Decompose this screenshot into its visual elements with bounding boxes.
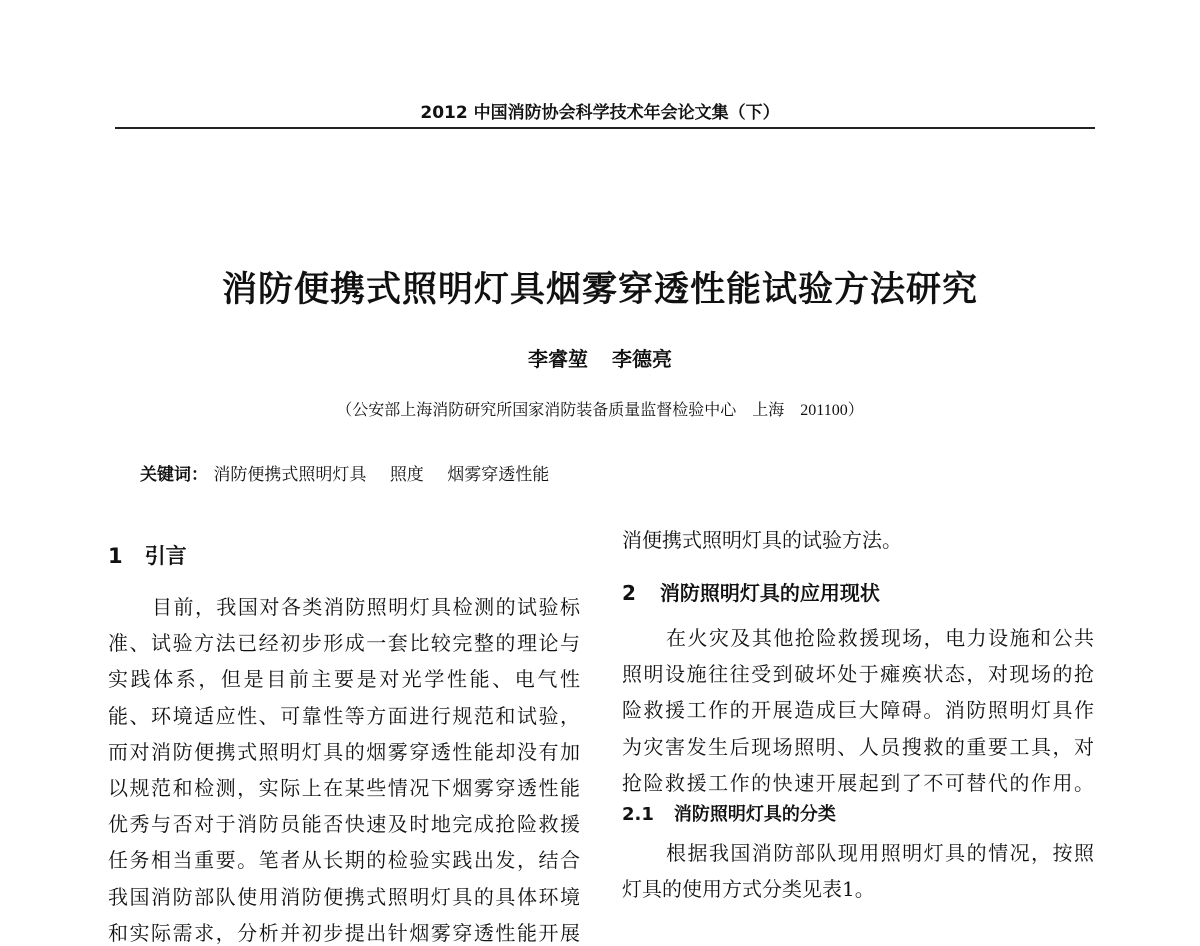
- text-line: 任务相当重要。笔者从长期的检验实践出发，结合: [108, 848, 580, 873]
- text-line: 在火灾及其他抢险救援现场，电力设施和公共: [666, 626, 1094, 650]
- running-head: 2012 中国消防协会科学技术年会论文集（下）: [420, 103, 780, 123]
- section-number: 2.1: [622, 804, 654, 825]
- text-line: 照明设施往往受到破坏处于瘫痪状态，对现场的抢: [622, 662, 1094, 687]
- section-title: 消防照明灯具的分类: [673, 804, 836, 825]
- keyword: 烟雾穿透性能: [447, 465, 550, 485]
- keyword: 照度: [389, 465, 424, 485]
- section-2-heading: [622, 577, 880, 606]
- text-line: 根据我国消防部队现用照明灯具的情况，按照: [666, 841, 1094, 865]
- text-line: 准、试验方法已经初步形成一套比较完整的理论与: [108, 631, 580, 656]
- header-rule: [115, 127, 1095, 129]
- section-title: 引言: [144, 544, 187, 568]
- text-line: 灯具的使用方式分类见表1。: [622, 877, 875, 902]
- text-line: 目前，我国对各类消防照明灯具检测的试验标: [152, 595, 580, 619]
- text-line: 险救援工作的开展造成巨大障碍。消防照明灯具作: [622, 698, 1094, 723]
- keywords-label: 关键词：: [140, 465, 208, 485]
- text-line: 实践体系，但是目前主要是对光学性能、电气性: [108, 667, 580, 692]
- text-line: 和实际需求，分析并初步提出针烟雾穿透性能开展: [108, 920, 580, 945]
- text-line: 优秀与否对于消防员能否快速及时地完成抢险救援: [108, 812, 580, 837]
- keywords: [140, 460, 567, 485]
- paper-title: 消防便携式照明灯具烟雾穿透性能试验方法研究: [221, 269, 978, 310]
- text-line: 抢险救援工作的快速开展起到了不可替代的作用。: [622, 770, 1094, 795]
- text-line: 我国消防部队使用消防便携式照明灯具的具体环境: [108, 884, 580, 909]
- section-2-1-heading: [622, 800, 836, 826]
- text-line: 能、环境适应性、可靠性等方面进行规范和试验，: [108, 703, 580, 728]
- text-line: 而对消防便携式照明灯具的烟雾穿透性能却没有加: [108, 739, 580, 764]
- text-line: 以规范和检测，实际上在某些情况下烟雾穿透性能: [108, 776, 580, 800]
- author: 李德亮: [612, 347, 672, 371]
- section-1-heading: [108, 540, 187, 570]
- authors: [0, 343, 1200, 372]
- keyword: 消防便携式照明灯具: [213, 465, 367, 485]
- affiliation: （公安部上海消防研究所国家消防装备质量监督检验中心 上海 201100）: [336, 402, 864, 419]
- author: 李睿堃: [528, 347, 588, 371]
- continuation-line: 消便携式照明灯具的试验方法。: [622, 528, 902, 552]
- section-title: 消防照明灯具的应用现状: [659, 581, 880, 605]
- section-number: 1: [108, 544, 123, 568]
- text-line: 为灾害发生后现场照明、人员搜救的重要工具，对: [622, 734, 1094, 759]
- section-number: 2: [622, 581, 636, 605]
